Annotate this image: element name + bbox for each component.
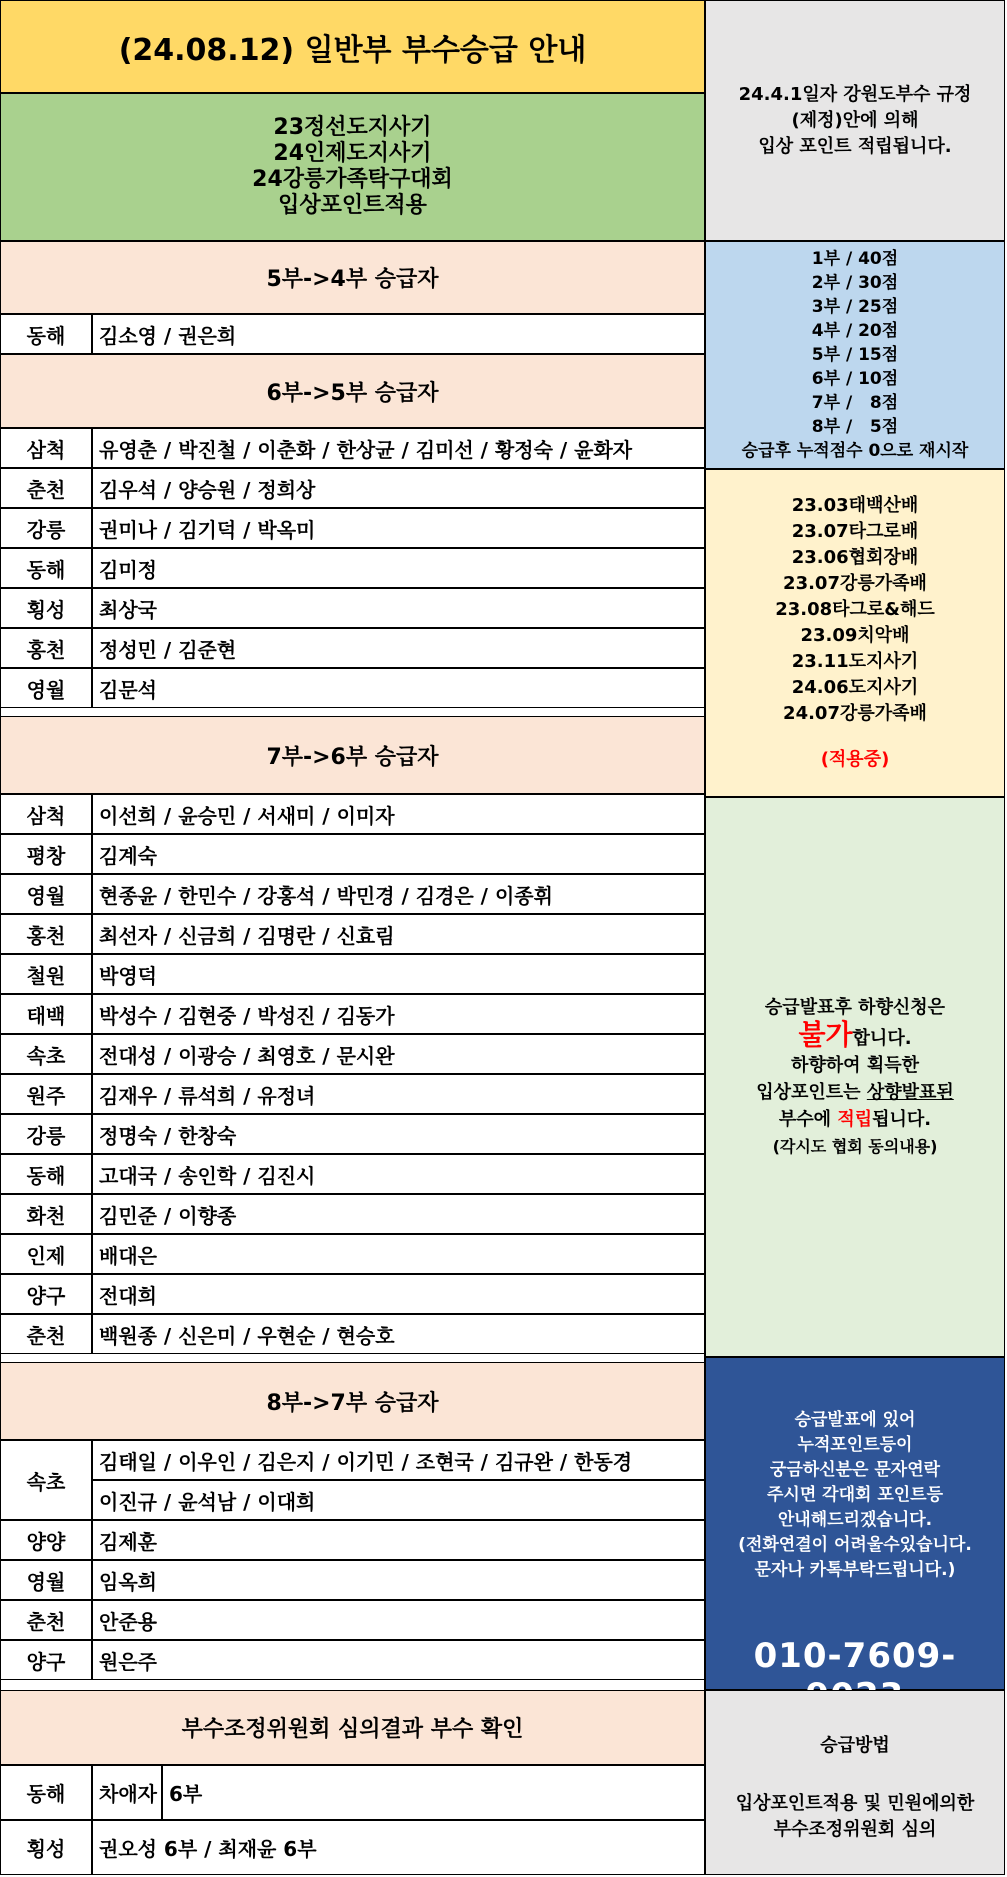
notice-line: (각시도 협회 동의내용)	[772, 1137, 938, 1156]
contact-line: (전화연결이 어려울수있습니다.	[738, 1535, 972, 1555]
region-cell: 속초	[0, 1034, 92, 1074]
region-cell: 화천	[0, 1194, 92, 1234]
notice-line	[798, 1018, 912, 1052]
event-item: 23.07타그로배	[791, 521, 919, 542]
event-item: 23.07강릉가족배	[783, 573, 927, 594]
notice-part: 부수에	[778, 1109, 838, 1130]
names-cell: 권오성 6부 / 최재윤 6부	[92, 1820, 705, 1875]
contact-box	[705, 1357, 1005, 1690]
notice-underlined: 상향발표된	[866, 1082, 954, 1103]
rule-note-box	[705, 0, 1005, 241]
section-title-6to5: 6부->5부 승급자	[0, 354, 705, 428]
region-cell: 춘천	[0, 468, 92, 508]
method-line: 입상포인트적용 및 민원에의한	[735, 1793, 975, 1814]
contact-text	[706, 1408, 1004, 1583]
names-cell: 전대성 / 이광승 / 최영호 / 문시완	[92, 1034, 705, 1074]
notice-suffix: 합니다.	[852, 1028, 912, 1049]
applied-event: 23정선도지사기	[273, 115, 432, 140]
points-line: 1부 / 40점	[811, 249, 899, 269]
points-reset-note: 승급후 누적점수 0으로 재시작	[741, 441, 969, 461]
names-cell: 김우석 / 양승원 / 정희상	[92, 468, 705, 508]
events-status: (적용중)	[820, 749, 890, 770]
region-cell: 동해	[0, 314, 92, 354]
page-title-text: (24.08.12) 일반부 부수승급 안내	[118, 32, 587, 68]
contact-line: 승급발표에 있어	[794, 1410, 916, 1430]
notice-highlight: 불가	[798, 1018, 853, 1051]
names-cell: 김문석	[92, 668, 705, 708]
rule-note-line: 24.4.1일자 강원도부수 규정	[738, 83, 972, 105]
region-cell: 홍천	[0, 628, 92, 668]
notice-box	[705, 797, 1005, 1357]
region-cell: 원주	[0, 1074, 92, 1114]
section-title-7to6: 7부->6부 승급자	[0, 716, 705, 794]
event-item: 23.09치악배	[800, 625, 910, 646]
names-cell: 현종윤 / 한민수 / 강홍석 / 박민경 / 김경은 / 이종휘	[92, 874, 705, 914]
points-line: 6부 / 10점	[811, 369, 899, 389]
event-item: 23.11도지사기	[791, 651, 919, 672]
applied-event: 24인제도지사기	[273, 141, 432, 166]
section-title-8to7: 8부->7부 승급자	[0, 1362, 705, 1440]
region-cell: 영월	[0, 668, 92, 708]
names-cell: 임옥희	[92, 1560, 705, 1600]
method-line: 부수조정위원회 심의	[773, 1819, 937, 1840]
names-cell: 김민준 / 이향종	[92, 1194, 705, 1234]
region-cell: 횡성	[0, 1820, 92, 1875]
names-cell: 이진규 / 윤석남 / 이대희	[92, 1480, 705, 1520]
event-item: 23.08타그로&해드	[775, 599, 935, 620]
region-cell: 강릉	[0, 1114, 92, 1154]
names-cell: 백원종 / 신은미 / 우현순 / 현승호	[92, 1314, 705, 1354]
names-cell: 박영덕	[92, 954, 705, 994]
names-cell: 배대은	[92, 1234, 705, 1274]
region-cell: 양구	[0, 1274, 92, 1314]
notice-line	[779, 1106, 931, 1133]
applied-event: 입상포인트적용	[278, 193, 427, 218]
names-cell: 유영춘 / 박진철 / 이춘화 / 한상균 / 김미선 / 황정숙 / 윤화자	[92, 428, 705, 468]
contact-line: 궁금하신분은 문자연락	[769, 1460, 941, 1480]
region-cell: 동해	[0, 1154, 92, 1194]
names-cell: 정명숙 / 한창숙	[92, 1114, 705, 1154]
points-line: 2부 / 30점	[811, 273, 899, 293]
names-cell: 최상국	[92, 588, 705, 628]
names-cell: 안준용	[92, 1600, 705, 1640]
region-cell: 평창	[0, 834, 92, 874]
names-cell: 전대희	[92, 1274, 705, 1314]
contact-line: 누적포인트등이	[797, 1435, 913, 1455]
points-line: 8부 / 5점	[811, 417, 899, 437]
region-cell: 철원	[0, 954, 92, 994]
names-cell: 김계숙	[92, 834, 705, 874]
names-cell: 고대국 / 송인학 / 김진시	[92, 1154, 705, 1194]
names-cell: 최선자 / 신금희 / 김명란 / 신효림	[92, 914, 705, 954]
contact-line: 문자나 카톡부탁드립니다.)	[754, 1560, 956, 1580]
region-cell: 속초	[0, 1440, 92, 1520]
notice-line: 승급발표후 하향신청은	[764, 997, 946, 1018]
points-line: 5부 / 15점	[811, 345, 899, 365]
event-item: 24.06도지사기	[791, 677, 919, 698]
region-cell: 영월	[0, 1560, 92, 1600]
event-item: 23.06협회장배	[791, 547, 919, 568]
contact-phone[interactable]: 010-7609-	[753, 1636, 957, 1676]
names-cell: 김소영 / 권은희	[92, 314, 705, 354]
region-cell: 영월	[0, 874, 92, 914]
applied-event: 24강릉가족탁구대회	[252, 167, 453, 192]
points-line: 4부 / 20점	[811, 321, 899, 341]
notice-part: 됩니다.	[872, 1109, 932, 1130]
region-cell: 인제	[0, 1234, 92, 1274]
names-cell: 권미나 / 김기덕 / 박옥미	[92, 508, 705, 548]
region-cell: 동해	[0, 1765, 92, 1820]
names-cell: 김태일 / 이우인 / 김은지 / 이기민 / 조현국 / 김규완 / 한동경	[92, 1440, 705, 1480]
points-line: 7부 / 8점	[811, 393, 899, 413]
region-cell: 삼척	[0, 428, 92, 468]
names-cell: 김재우 / 류석희 / 유정녀	[92, 1074, 705, 1114]
region-cell: 횡성	[0, 588, 92, 628]
contact-line: 주시면 각대회 포인트등	[766, 1485, 944, 1505]
region-cell: 춘천	[0, 1314, 92, 1354]
section-title-5to4: 5부->4부 승급자	[0, 241, 705, 314]
method-text	[706, 1791, 1004, 1843]
method-title: 승급방법	[820, 1735, 890, 1756]
points-table	[705, 241, 1005, 469]
notice-line: 하향하여 획득한	[791, 1055, 919, 1076]
region-cell: 태백	[0, 994, 92, 1034]
section-gap	[0, 1680, 705, 1690]
names-cell: 김미정	[92, 548, 705, 588]
grade-cell: 6부	[162, 1765, 705, 1820]
section-gap	[0, 1354, 705, 1362]
section-gap	[0, 708, 705, 716]
notice-part: 입상포인트는	[756, 1082, 867, 1103]
section-title-committee: 부수조정위원회 심의결과 부수 확인	[0, 1690, 705, 1765]
names-cell: 박성수 / 김현중 / 박성진 / 김동가	[92, 994, 705, 1034]
notice-line	[756, 1079, 954, 1106]
rule-note-line: 입상 포인트 적립됩니다.	[758, 135, 952, 157]
names-cell: 김제훈	[92, 1520, 705, 1560]
region-cell: 양구	[0, 1640, 92, 1680]
applied-events-box	[0, 93, 705, 241]
region-cell: 삼척	[0, 794, 92, 834]
names-cell: 차애자	[92, 1765, 162, 1820]
region-cell: 춘천	[0, 1600, 92, 1640]
event-item: 23.03태백산배	[791, 495, 919, 516]
names-cell: 이선희 / 윤승민 / 서새미 / 이미자	[92, 794, 705, 834]
page-title	[0, 0, 705, 93]
notice-red-word: 적립	[837, 1109, 873, 1130]
event-item: 24.07강릉가족배	[783, 703, 927, 724]
region-cell: 강릉	[0, 508, 92, 548]
contact-line: 안내해드리겠습니다.	[777, 1510, 933, 1530]
rule-note-line: (제정)안에 의해	[791, 109, 919, 131]
region-cell: 홍천	[0, 914, 92, 954]
method-box	[705, 1690, 1005, 1875]
events-list	[705, 469, 1005, 797]
names-cell: 원은주	[92, 1640, 705, 1680]
region-cell: 양양	[0, 1520, 92, 1560]
names-cell: 정성민 / 김준현	[92, 628, 705, 668]
points-line: 3부 / 25점	[811, 297, 899, 317]
region-cell: 동해	[0, 548, 92, 588]
